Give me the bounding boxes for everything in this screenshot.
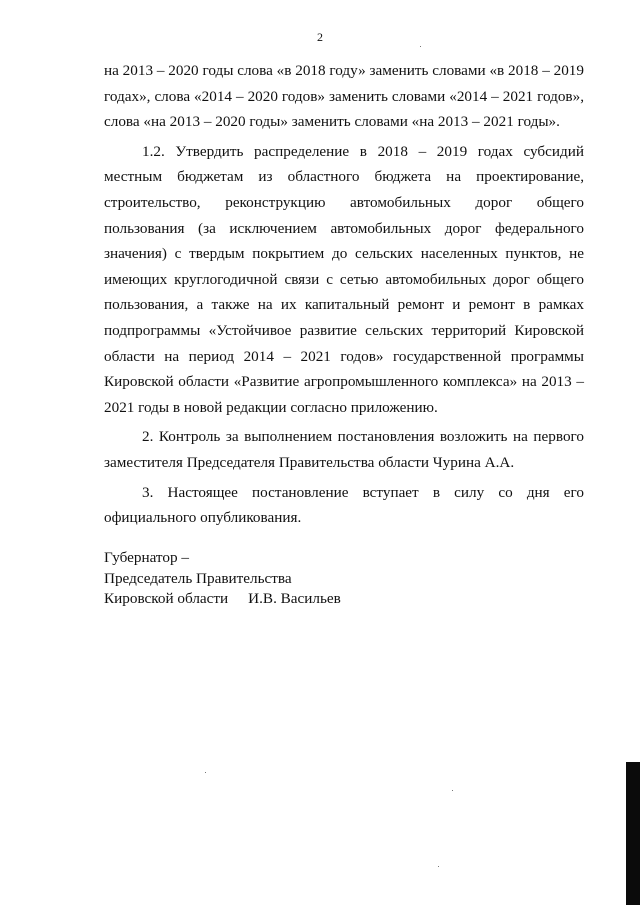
page-number: 2 xyxy=(317,30,323,44)
paragraph-3: 3. Настоящее постановление вступает в силу со дня его официального опубликования. xyxy=(104,483,584,527)
scan-speck xyxy=(205,772,206,773)
scan-edge-mark xyxy=(626,762,640,905)
document-body xyxy=(104,58,584,531)
scan-speck xyxy=(420,46,421,47)
scan-speck xyxy=(452,790,453,791)
signature-title-line-3 xyxy=(104,589,341,610)
scan-speck xyxy=(438,866,439,867)
paragraph-1-2: 1.2. Утвердить распределение в 2018 – 2019 годах субсидий местным бюджетам из областного бюджета на проектирование, строительство, реконструкцию автомобильных дорог общего пользования (за исключением автомобильных дорог федерального значения) с твердым покрытием до сельских населенных пунктов, не имеющих круглогодичной связи с сетью автомобильных дорог общего пользования, а также на их капитальный ремонт и ремонт в рамках подпрограммы «Устойчивое развитие сельских территорий Кировской области на период 2014 – 2021 годов» государственной программы Кировской области «Развитие агропромышленного комплекса» на 2013 – 2021 годы в новой редакции согласно приложению. xyxy=(104,142,584,416)
signatory-name: И.В. Васильев xyxy=(248,590,341,607)
signature-title-line-1: Губернатор – xyxy=(104,549,189,566)
signature-block xyxy=(104,548,341,610)
signature-title-line-2: Председатель Правительства xyxy=(104,569,292,587)
paragraph-continuation: на 2013 – 2020 годы слова «в 2018 году» заменить словами «в 2018 – 2019 годах», слова «2014 – 2020 годов» заменить словами «2014 – 2021 годов», слова «на 2013 – 2020 годы» заменить словами «на 2013 – 2021 годы». xyxy=(104,62,584,131)
paragraph-2: 2. Контроль за выполнением постановления возложить на первого заместителя Председателя Правительства области Чурина А.А. xyxy=(104,428,584,471)
signature-region: Кировской области xyxy=(104,590,229,607)
